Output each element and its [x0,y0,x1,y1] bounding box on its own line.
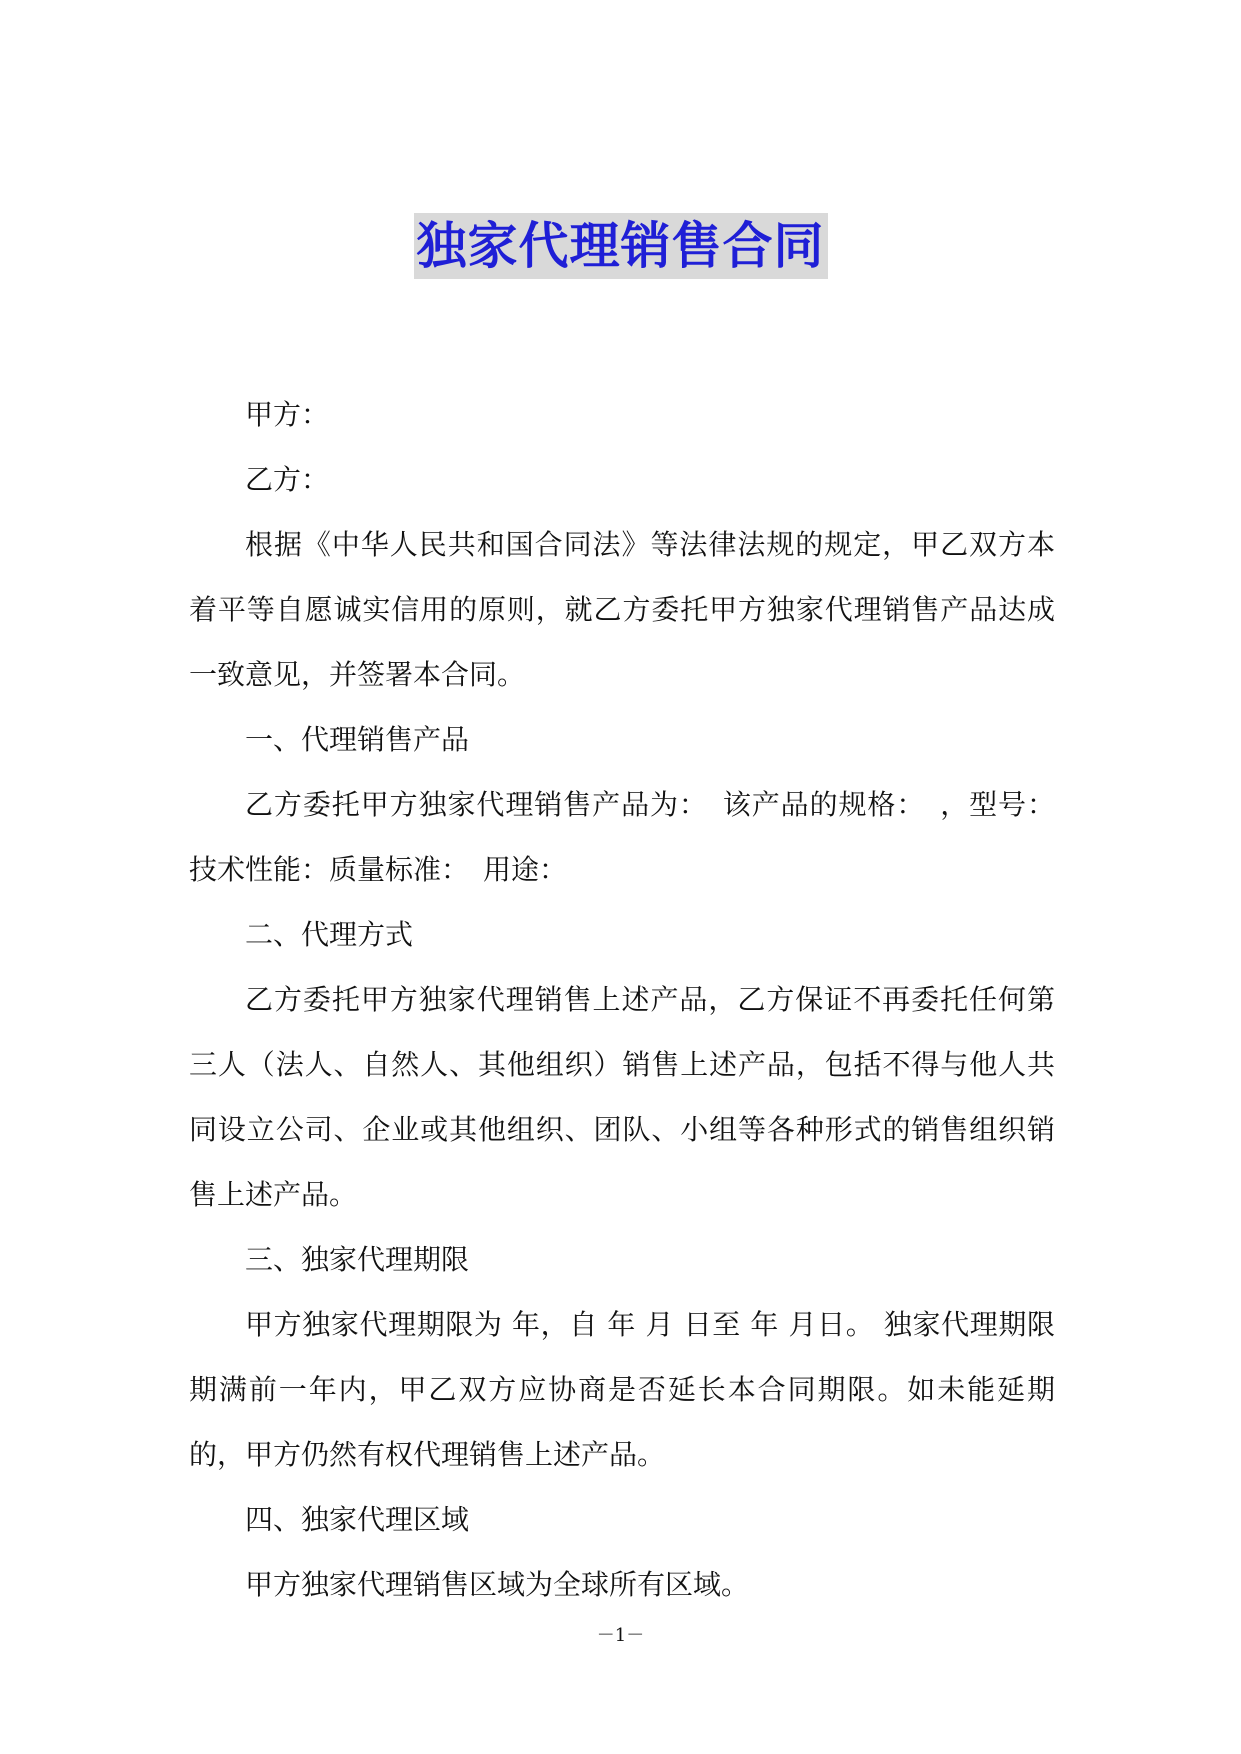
title-container [0,213,1241,279]
document-title: 独家代理销售合同 [414,213,828,279]
section-heading-3: 三、独家代理期限 [245,1243,470,1276]
section-heading-1: 一、代理销售产品 [245,723,470,756]
document-body [189,382,1055,1617]
section-heading-4: 四、独家代理区域 [245,1503,470,1536]
section-paragraph-2: 乙方委托甲方独家代理销售上述产品，乙方保证不再委托任何第三人（法人、自然人、其他组织）销售上述产品，包括不得与他人共同设立公司、企业或其他组织、团队、小组等各种形式的销售组织销售上述产品。 [189,983,1055,1211]
page-number: －1－ [596,1625,645,1646]
section-heading-2: 二、代理方式 [245,918,414,951]
party-b-line: 乙方： [245,463,330,496]
preamble-paragraph: 根据《中华人民共和国合同法》等法律法规的规定，甲乙双方本着平等自愿诚实信用的原则，就乙方委托甲方独家代理销售产品达成一致意见，并签署本合同。 [189,528,1055,691]
party-a-line: 甲方： [245,398,330,431]
section-paragraph-3: 甲方独家代理期限为 年，自 年 月 日至 年 月日。 独家代理期限期满前一年内，甲乙双方应协商是否延长本合同期限。如未能延期的，甲方仍然有权代理销售上述产品。 [189,1308,1055,1471]
section-paragraph-4: 甲方独家代理销售区域为全球所有区域。 [245,1568,750,1601]
section-paragraph-1: 乙方委托甲方独家代理销售产品为： 该产品的规格： ，型号：技术性能：质量标准： 用途： [189,788,1055,886]
